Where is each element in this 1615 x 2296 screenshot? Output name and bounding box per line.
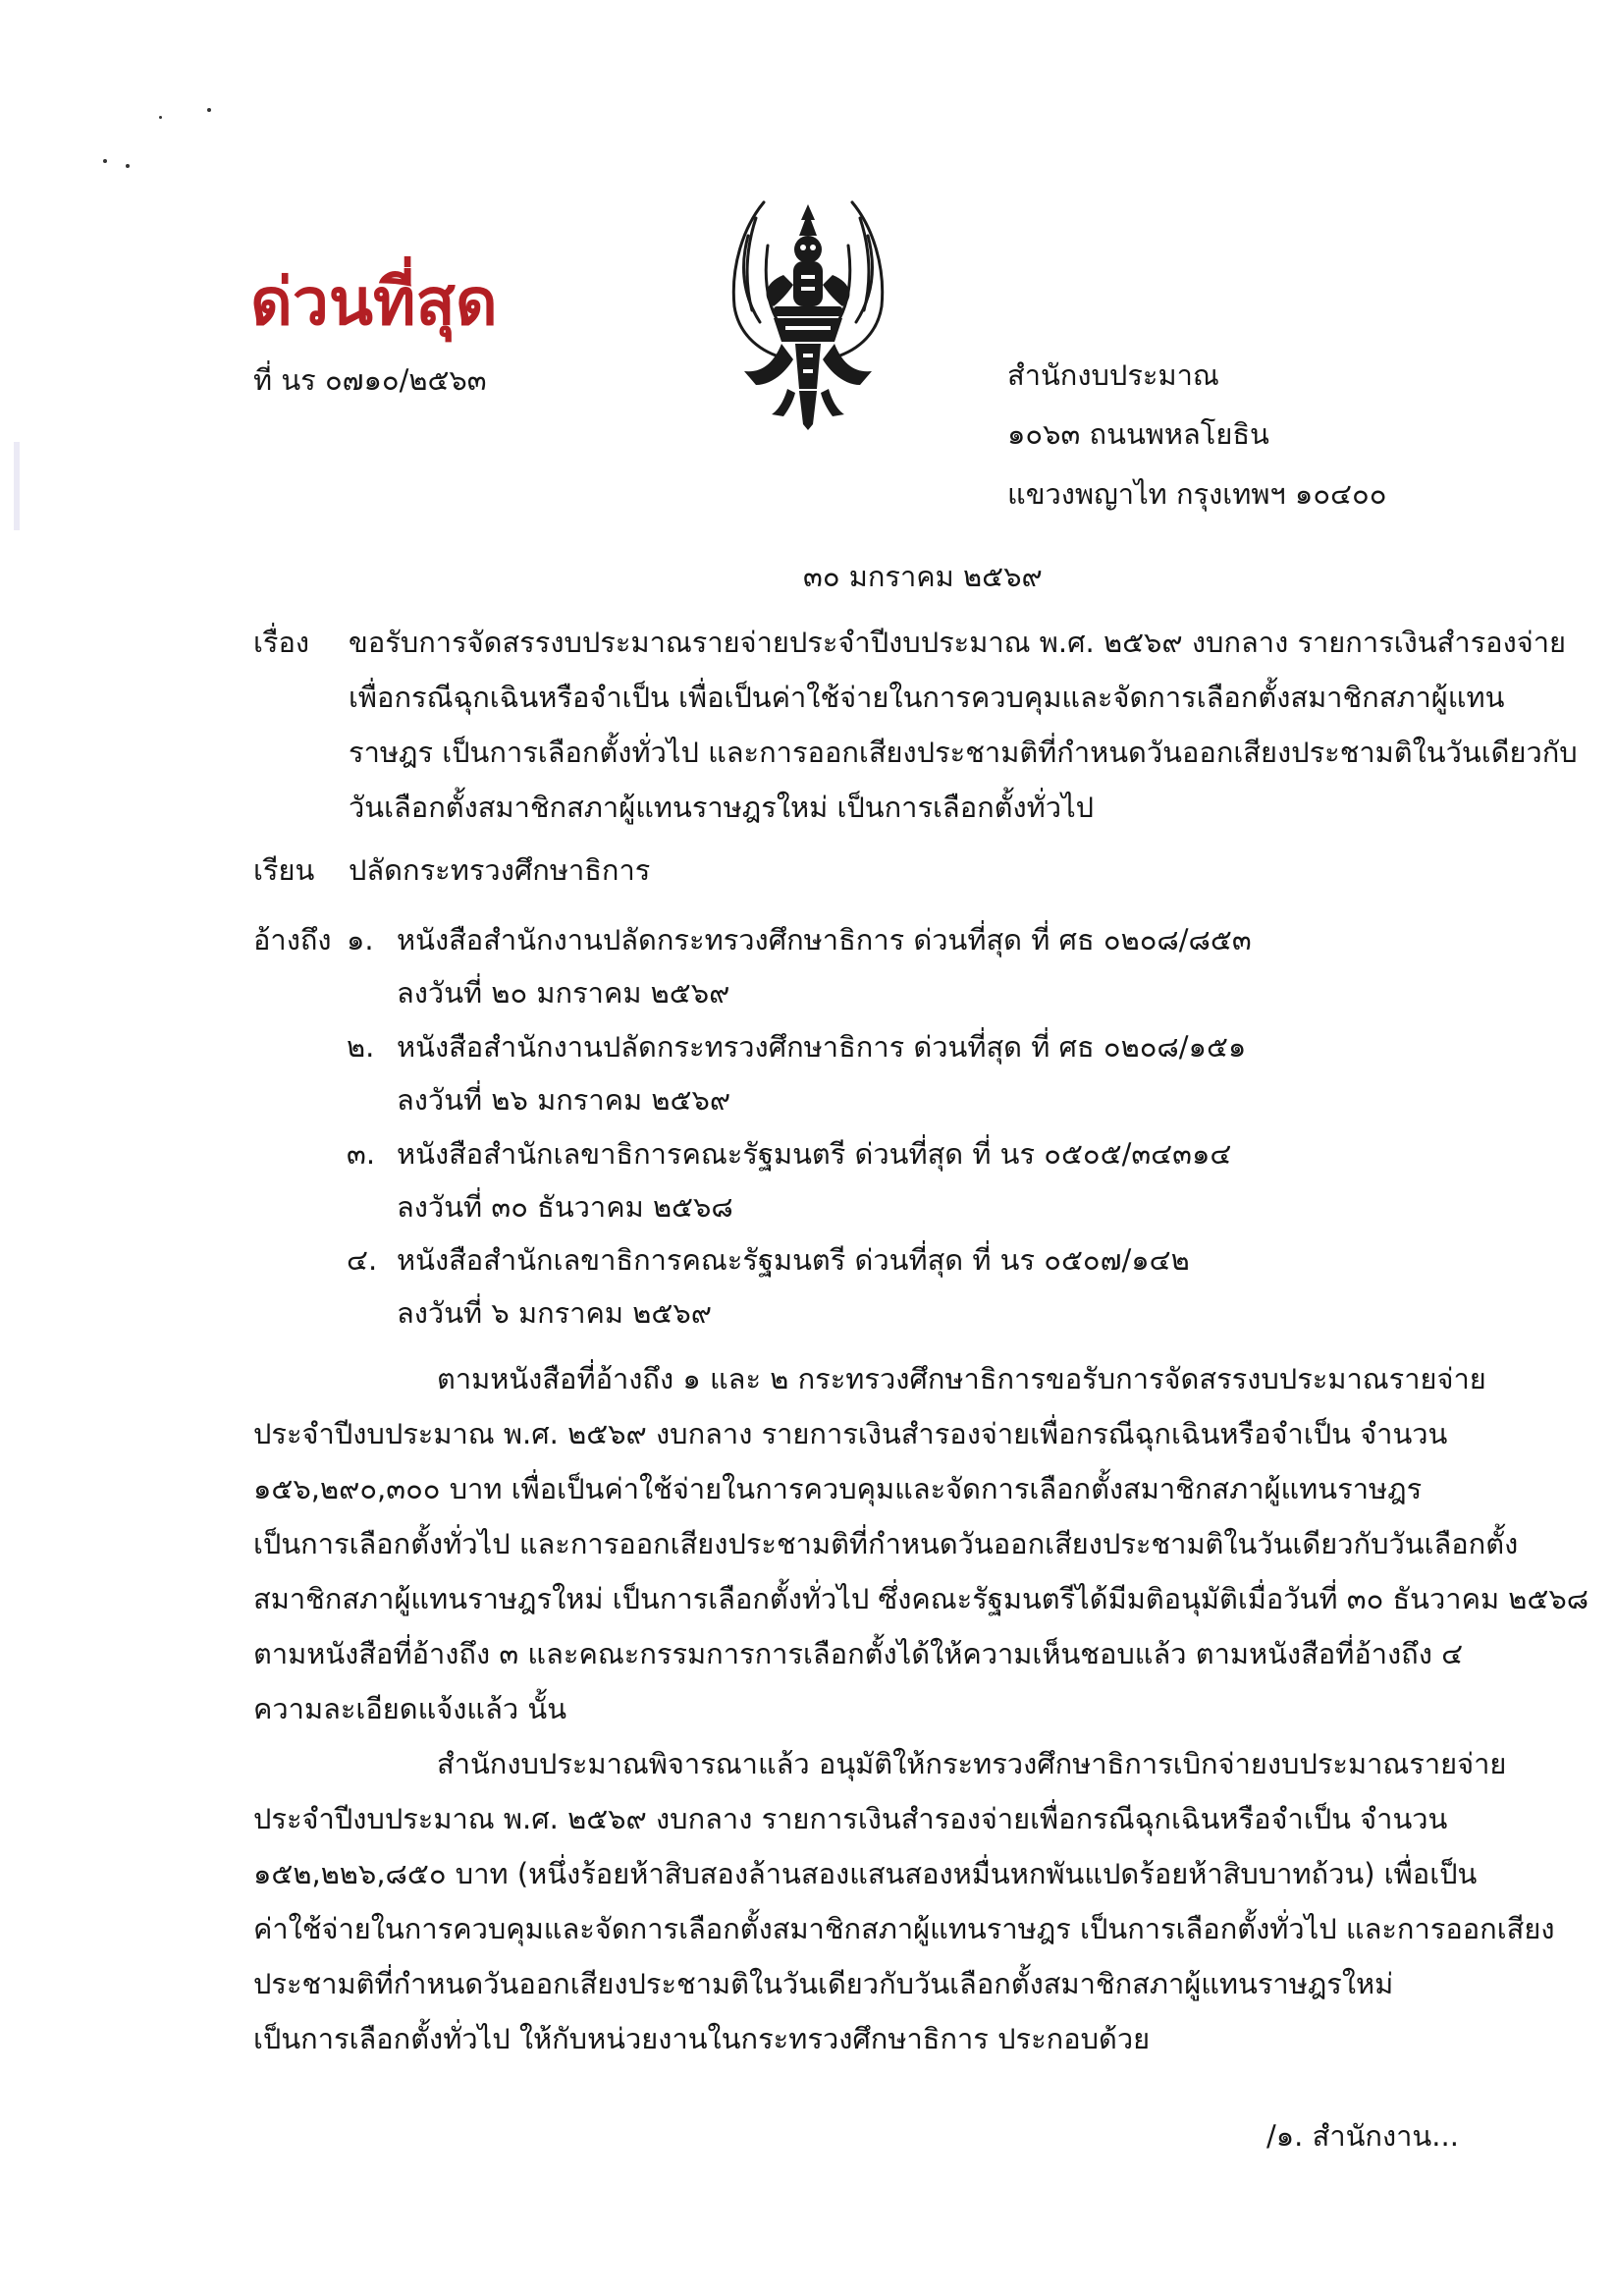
reference-line: หนังสือสำนักงานปลัดกระทรวงศึกษาธิการ ด่วนที่สุด ที่ ศธ ๐๒๐๘/๑๕๑ <box>397 1030 1247 1064</box>
body-paragraph-1-line: ประจำปีงบประมาณ พ.ศ. ๒๕๖๙ งบกลาง รายการเงินสำรองจ่ายเพื่อกรณีฉุกเฉินหรือจำเป็น จำนวน <box>253 1417 1448 1450</box>
document-number: ที่ นร ๐๗๑๐/๒๕๖๓ <box>253 363 487 397</box>
subject-line-3: ราษฎร เป็นการเลือกตั้งทั่วไป และการออกเสียงประชามติที่กำหนดวันออกเสียงประชามติในวันเดียวกับ <box>349 736 1578 769</box>
references-label: อ้างถึง <box>253 923 332 957</box>
scan-speck <box>207 108 211 112</box>
body-paragraph-1-line: สมาชิกสภาผู้แทนราษฎรใหม่ เป็นการเลือกตั้งทั่วไป ซึ่งคณะรัฐมนตรีได้มีมติอนุมัติเมื่อวันที่ ๓๐ ธันวาคม ๒๕๖๘ <box>253 1582 1589 1615</box>
subject-line-4: วันเลือกตั้งสมาชิกสภาผู้แทนราษฎรใหม่ เป็นการเลือกตั้งทั่วไป <box>349 791 1095 824</box>
sender-org-name: สำนักงบประมาณ <box>1007 358 1219 392</box>
recipient-label: เรียน <box>253 853 315 887</box>
body-paragraph-2-line: ประชามติที่กำหนดวันออกเสียงประชามติในวันเดียวกับวันเลือกตั้งสมาชิกสภาผู้แทนราษฎรใหม่ <box>253 1967 1394 2000</box>
body-paragraph-1-line: ตามหนังสือที่อ้างถึง ๓ และคณะกรรมการการเลือกตั้งได้ให้ความเห็นชอบแล้ว ตามหนังสือที่อ้างถึง ๔ <box>253 1637 1464 1670</box>
garuda-emblem-icon <box>705 196 911 432</box>
scan-speck <box>103 159 107 163</box>
body-paragraph-1-line: เป็นการเลือกตั้งทั่วไป และการออกเสียงประชามติที่กำหนดวันออกเสียงประชามติในวันเดียวกับวันเลือกตั้ง <box>253 1527 1519 1560</box>
urgent-stamp: ด่วนที่สุด <box>250 264 498 340</box>
reference-date: ลงวันที่ ๒๐ มกราคม ๒๕๖๙ <box>397 976 730 1010</box>
reference-number: ๓. <box>347 1137 376 1171</box>
subject-line-1: ขอรับการจัดสรรงบประมาณรายจ่ายประจำปีงบประมาณ พ.ศ. ๒๕๖๙ งบกลาง รายการเงินสำรองจ่าย <box>349 626 1567 659</box>
document-date: ๓๐ มกราคม ๒๕๖๙ <box>803 560 1043 593</box>
scan-speck <box>159 116 162 119</box>
body-paragraph-2-line: เป็นการเลือกตั้งทั่วไป ให้กับหน่วยงานในกระทรวงศึกษาธิการ ประกอบด้วย <box>253 2022 1151 2055</box>
reference-date: ลงวันที่ ๒๖ มกราคม ๒๕๖๙ <box>397 1083 731 1117</box>
body-paragraph-1-line: ๑๕๖,๒๙๐,๓๐๐ บาท เพื่อเป็นค่าใช้จ่ายในการควบคุมและจัดการเลือกตั้งสมาชิกสภาผู้แทนราษฎร <box>253 1472 1423 1505</box>
subject-label: เรื่อง <box>253 626 310 659</box>
reference-line: หนังสือสำนักงานปลัดกระทรวงศึกษาธิการ ด่วนที่สุด ที่ ศธ ๐๒๐๘/๘๕๓ <box>397 923 1252 957</box>
sender-address-district: แขวงพญาไท กรุงเทพฯ ๑๐๔๐๐ <box>1007 477 1387 511</box>
reference-date: ลงวันที่ ๓๐ ธันวาคม ๒๕๖๘ <box>397 1190 733 1224</box>
recipient-value: ปลัดกระทรวงศึกษาธิการ <box>349 853 651 887</box>
reference-line: หนังสือสำนักเลขาธิการคณะรัฐมนตรี ด่วนที่สุด ที่ นร ๐๕๐๕/๓๔๓๑๔ <box>397 1137 1232 1171</box>
body-paragraph-2-line: ค่าใช้จ่ายในการควบคุมและจัดการเลือกตั้งสมาชิกสภาผู้แทนราษฎร เป็นการเลือกตั้งทั่วไป และการออกเสียง <box>253 1912 1555 1945</box>
reference-number: ๔. <box>347 1243 378 1277</box>
body-paragraph-2-line: สำนักงบประมาณพิจารณาแล้ว อนุมัติให้กระทรวงศึกษาธิการเบิกจ่ายงบประมาณรายจ่าย <box>437 1747 1507 1780</box>
sender-address-street: ๑๐๖๓ ถนนพหลโยธิน <box>1007 417 1269 451</box>
subject-line-2: เพื่อกรณีฉุกเฉินหรือจำเป็น เพื่อเป็นค่าใช้จ่ายในการควบคุมและจัดการเลือกตั้งสมาชิกสภาผู้แทน <box>349 681 1505 714</box>
reference-number: ๒. <box>347 1030 375 1064</box>
body-paragraph-1-line: ตามหนังสือที่อ้างถึง ๑ และ ๒ กระทรวงศึกษาธิการขอรับการจัดสรรงบประมาณรายจ่าย <box>437 1362 1486 1395</box>
scan-edge-shadow <box>14 442 20 530</box>
reference-date: ลงวันที่ ๖ มกราคม ๒๕๖๙ <box>397 1296 712 1330</box>
reference-line: หนังสือสำนักเลขาธิการคณะรัฐมนตรี ด่วนที่สุด ที่ นร ๐๕๐๗/๑๔๒ <box>397 1243 1190 1277</box>
body-paragraph-1-line: ความละเอียดแจ้งแล้ว นั้น <box>253 1692 567 1725</box>
scan-speck <box>126 164 130 168</box>
reference-number: ๑. <box>347 923 374 957</box>
body-paragraph-2-line: ๑๕๒,๒๒๖,๘๕๐ บาท (หนึ่งร้อยห้าสิบสองล้านสองแสนสองหมื่นหกพันแปดร้อยห้าสิบบาทถ้วน) เพื่อเป็น <box>253 1857 1478 1890</box>
continuation-marker: /๑. สำนักงาน... <box>1266 2119 1459 2153</box>
body-paragraph-2-line: ประจำปีงบประมาณ พ.ศ. ๒๕๖๙ งบกลาง รายการเงินสำรองจ่ายเพื่อกรณีฉุกเฉินหรือจำเป็น จำนวน <box>253 1802 1448 1835</box>
